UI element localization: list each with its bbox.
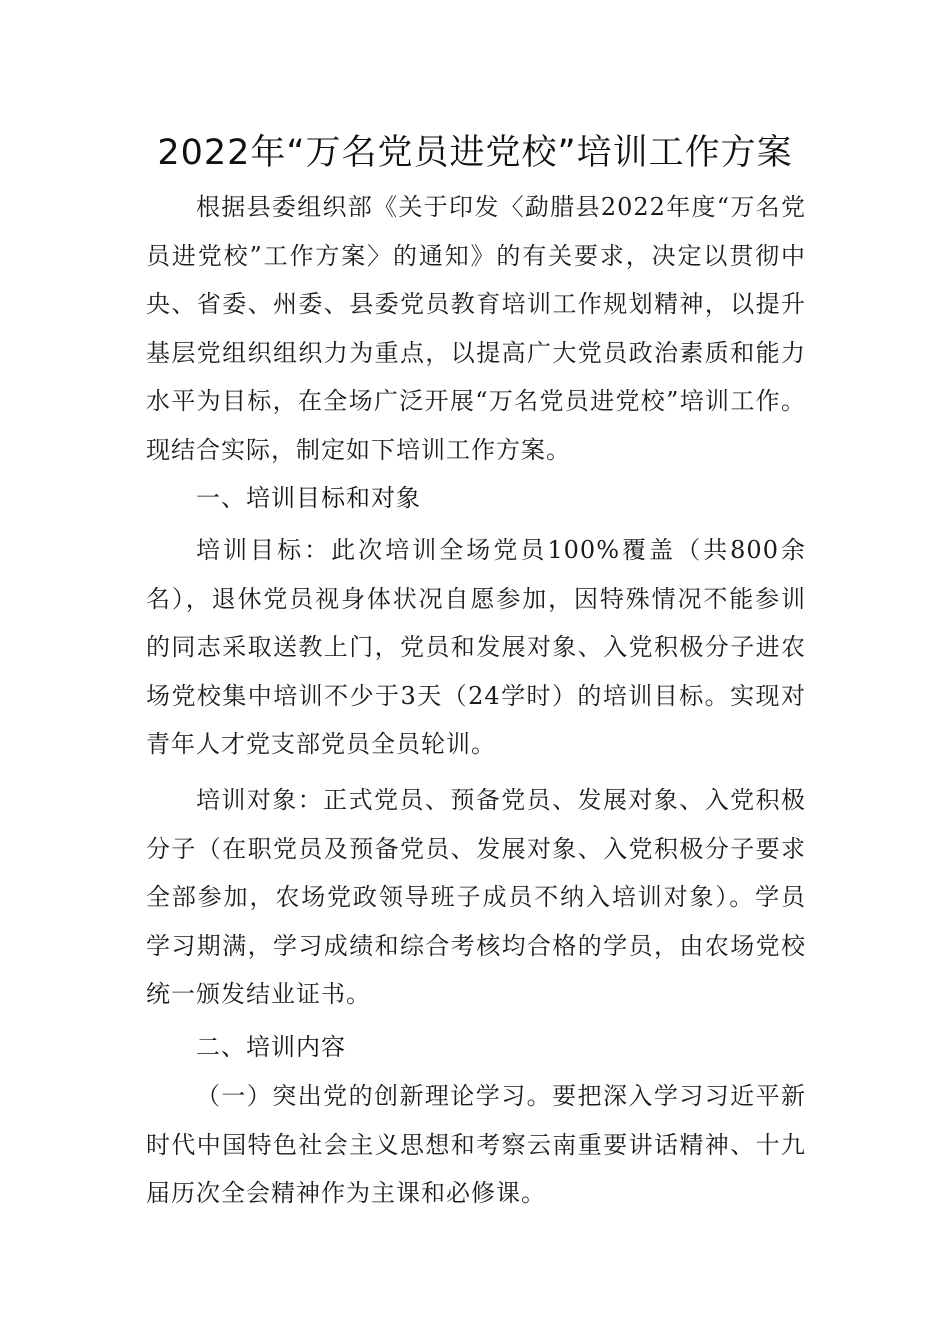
section-heading-content: 二、培训内容 — [196, 1033, 346, 1061]
content-paragraph-1: （一）突出党的创新理论学习。要把深入学习习近平新时代中国特色社会主义思想和考察云南重要讲话精神、十九届历次全会精神作为主课和必修课。 — [146, 1082, 806, 1207]
goal-paragraph: 培训目标：此次培训全场党员100%覆盖（共800余名），退休党员视身体状况自愿参加，因特殊情况不能参训的同志采取送教上门，党员和发展对象、入党积极分子进农场党校集中培训不少于3天（24学时）的培训目标。实现对青年人才党支部党员全员轮训。 — [146, 536, 806, 758]
intro-paragraph: 根据县委组织部《关于印发〈勐腊县2022年度“万名党员进党校”工作方案〉的通知》的有关要求，决定以贯彻中央、省委、州委、县委党员教育培训工作规划精神，以提升基层党组织组织力为重点，以提高广大党员政治素质和能力水平为目标，在全场广泛开展“万名党员进党校”培训工作。现结合实际，制定如下培训工作方案。 — [146, 193, 806, 464]
section-heading-goals: 一、培训目标和对象 — [196, 484, 421, 512]
document-title: 2022年“万名党员进党校”培训工作方案 — [157, 133, 793, 173]
targets-paragraph: 培训对象：正式党员、预备党员、发展对象、入党积极分子（在职党员及预备党员、发展对象、入党积极分子要求全部参加，农场党政领导班子成员不纳入培训对象）。学员学习期满，学习成绩和综合考核均合格的学员，由农场党校统一颁发结业证书。 — [146, 786, 806, 1008]
